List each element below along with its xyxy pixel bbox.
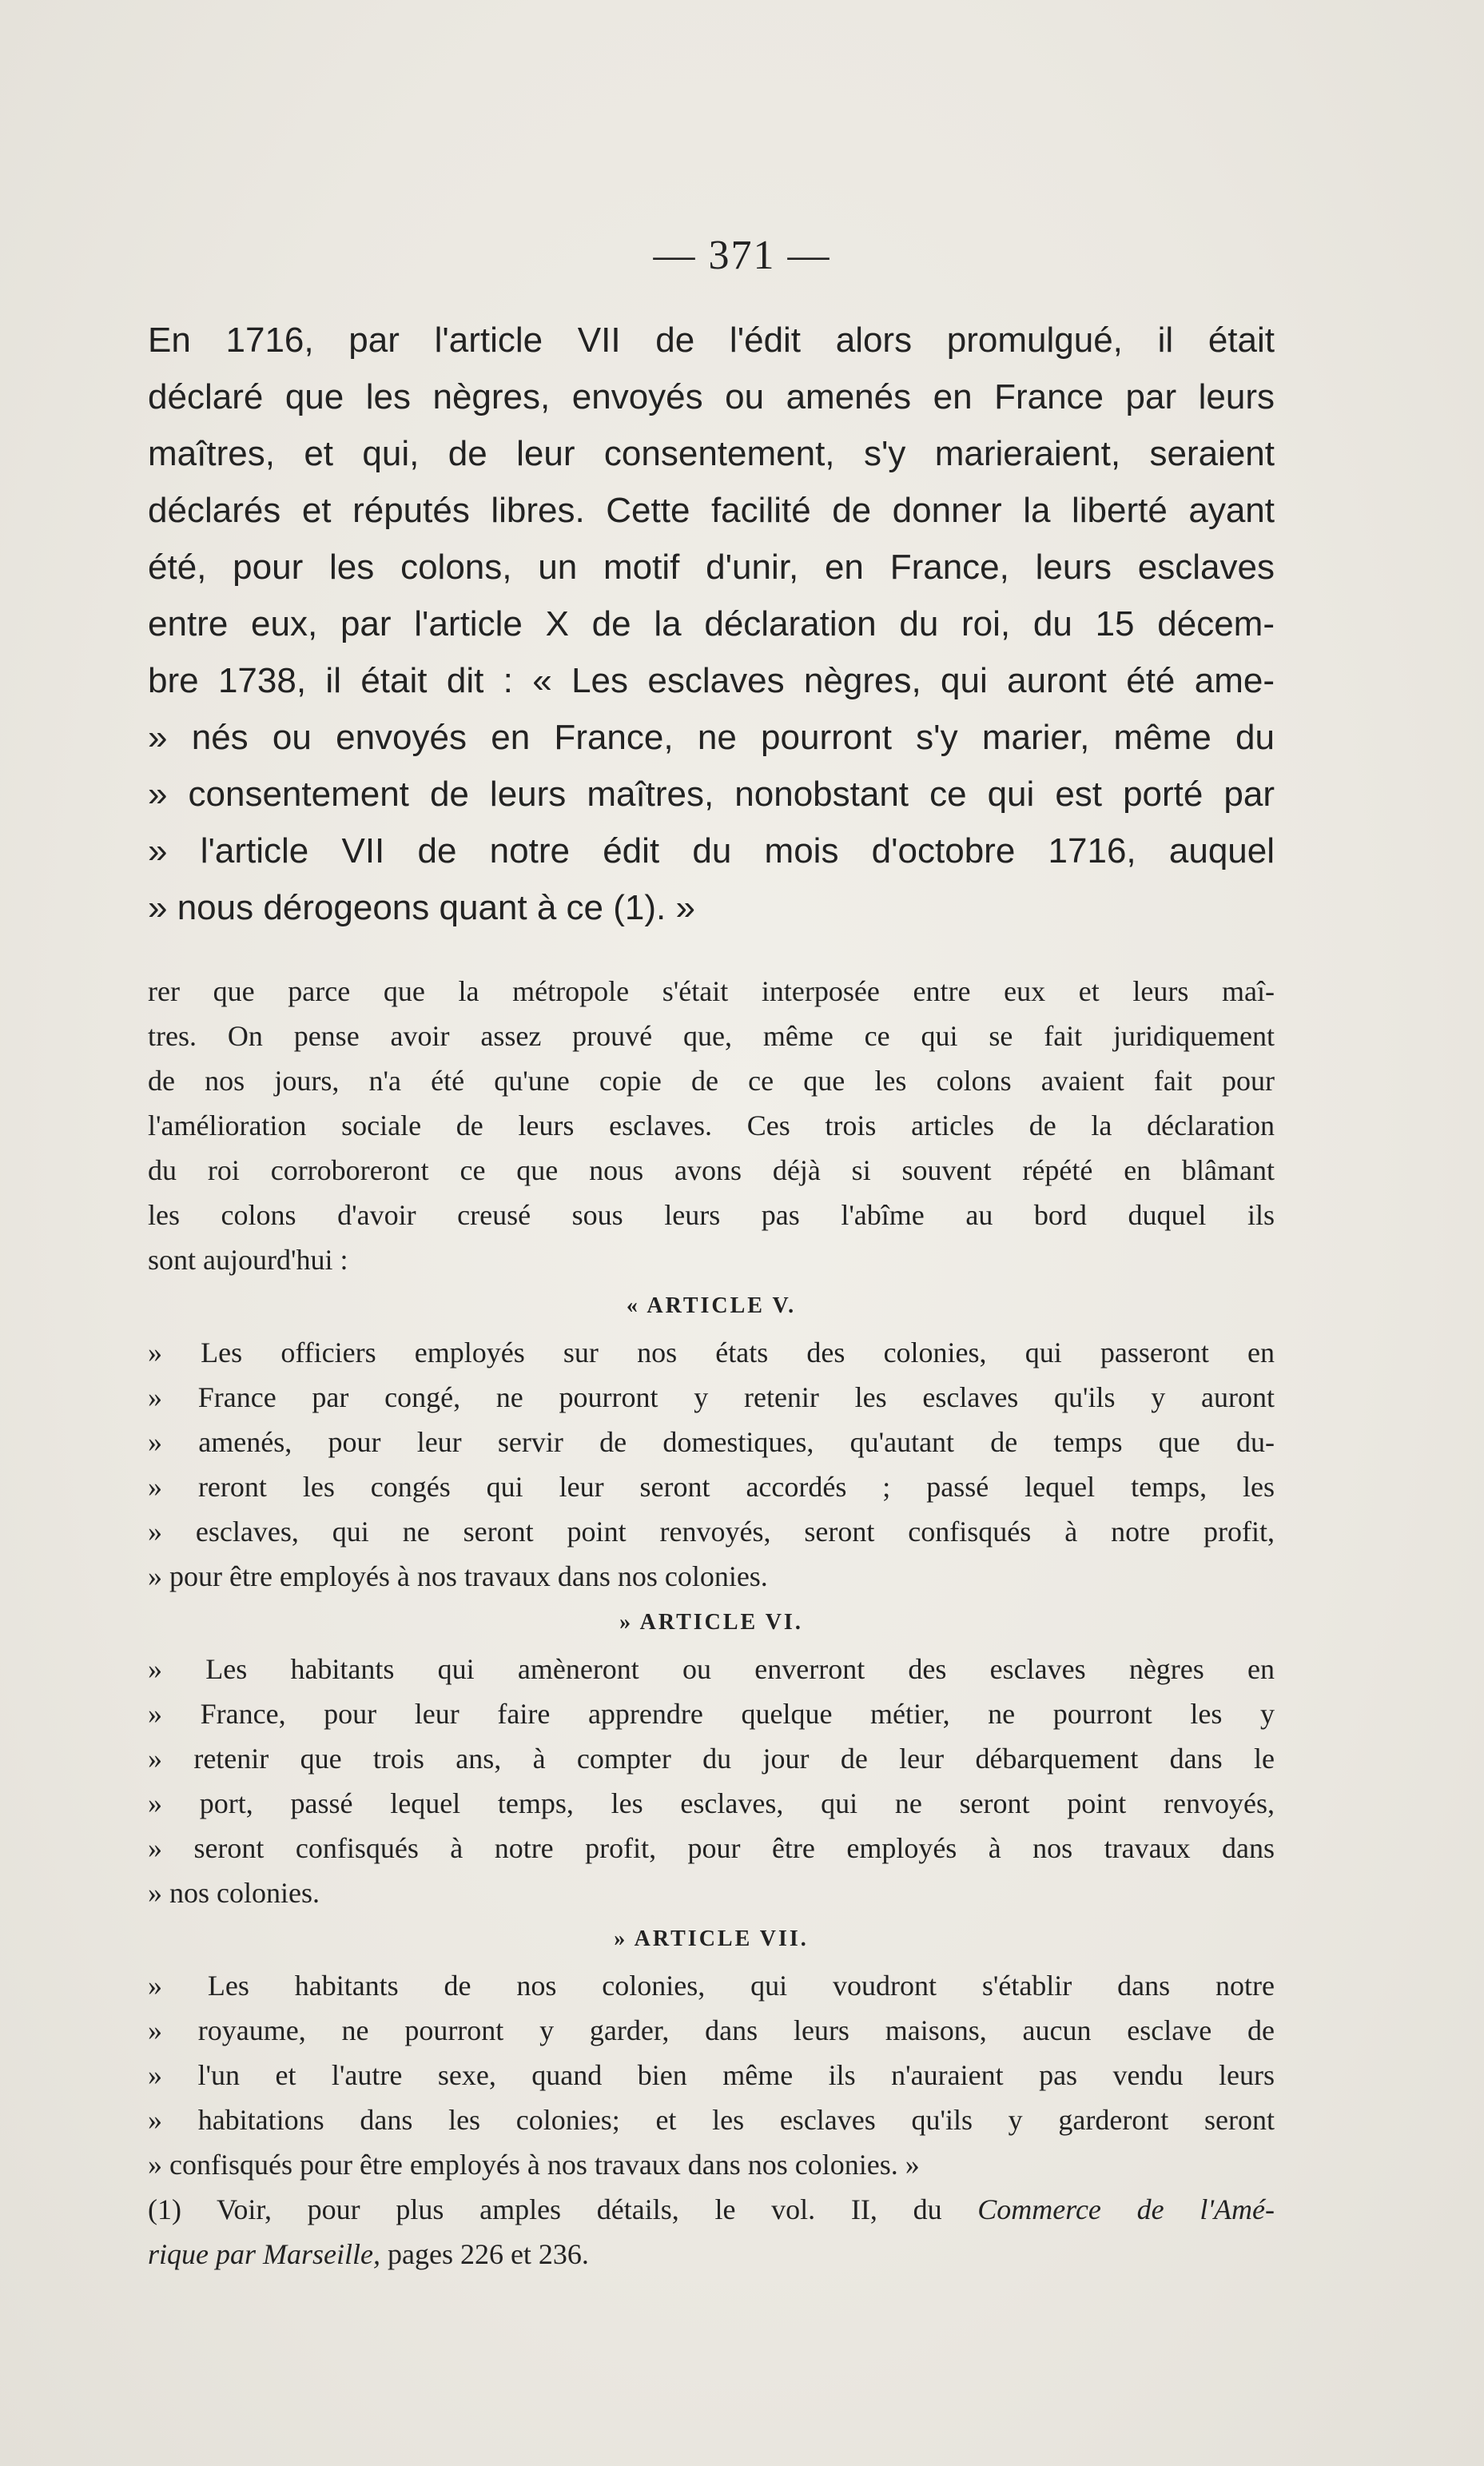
article-vii-line: » l'un et l'autre sexe, quand bien même ils n'auraient pas vendu leurs — [148, 2059, 1275, 2091]
footnote-title: Commerce de l'Amé- — [977, 2193, 1275, 2225]
text-line: déclaré que les nègres, envoyés ou amenés en France par leurs — [148, 377, 1275, 416]
note-line: de nos jours, n'a été qu'une copie de ce que les colons avaient fait pour — [148, 1065, 1275, 1097]
article-vii-line: » royaume, ne pourront y garder, dans leurs maisons, aucun esclave de — [148, 2014, 1275, 2046]
article-v-line: » amenés, pour leur servir de domestiques, qu'autant de temps que du- — [148, 1426, 1275, 1458]
article-vi-line: » nos colonies. — [148, 1877, 320, 1909]
text-line: » consentement de leurs maîtres, nonobstant ce qui est porté par — [148, 775, 1275, 814]
text-line: » l'article VII de notre édit du mois d'octobre 1716, auquel — [148, 831, 1275, 870]
note-line: du roi corroboreront ce que nous avons déjà si souvent répété en blâmant — [148, 1154, 1275, 1186]
article-vi-heading: » ARTICLE VI. — [619, 1610, 803, 1635]
article-v-line: » France par congé, ne pourront y retenir les esclaves qu'ils y auront — [148, 1381, 1275, 1413]
text-line: bre 1738, il était dit : « Les esclaves nègres, qui auront été ame- — [148, 661, 1275, 700]
text-line: maîtres, et qui, de leur consentement, s'y marieraient, seraient — [148, 434, 1275, 473]
note-line: rer que parce que la métropole s'était interposée entre eux et leurs maî- — [148, 975, 1275, 1007]
article-vi-line: » port, passé lequel temps, les esclaves, qui ne seront point renvoyés, — [148, 1787, 1275, 1819]
text-line: » nés ou envoyés en France, ne pourront s'y marier, même du — [148, 718, 1275, 757]
note-line: l'amélioration sociale de leurs esclaves. Ces trois articles de la déclaration — [148, 1110, 1275, 1141]
page-number: — 371 — — [653, 233, 831, 278]
note-line: les colons d'avoir creusé sous leurs pas l'abîme au bord duquel ils — [148, 1199, 1275, 1231]
article-vi-line: » seront confisqués à notre profit, pour être employés à nos travaux dans — [148, 1832, 1275, 1864]
footnote-text: (1) Voir, pour plus amples détails, le vol. II, du — [148, 2193, 978, 2225]
note-continuation — [148, 969, 1275, 2277]
main-paragraph — [148, 312, 1275, 936]
footnote-line — [148, 2187, 1275, 2232]
article-vii-line: » confisqués pour être employés à nos travaux dans nos colonies. » — [148, 2149, 920, 2181]
article-v-line: » reront les congés qui leur seront accordés ; passé lequel temps, les — [148, 1471, 1275, 1503]
text-line: déclarés et réputés libres. Cette facilité de donner la liberté ayant — [148, 491, 1275, 530]
footnote-line — [148, 2232, 1275, 2277]
text-line: été, pour les colons, un motif d'unir, en France, leurs esclaves — [148, 548, 1275, 587]
footnote-title: rique par Marseille, — [148, 2238, 380, 2270]
article-vi-line: » retenir que trois ans, à compter du jour de leur débarquement dans le — [148, 1743, 1275, 1775]
text-line: » nous dérogeons quant à ce (1). » — [148, 888, 695, 927]
text-line: entre eux, par l'article X de la déclaration du roi, du 15 décem- — [148, 604, 1275, 643]
article-vi-line: » Les habitants qui amèneront ou enverront des esclaves nègres en — [148, 1653, 1275, 1685]
article-v-line: » esclaves, qui ne seront point renvoyés, seront confisqués à notre profit, — [148, 1516, 1275, 1548]
note-line: tres. On pense avoir assez prouvé que, même ce qui se fait juridiquement — [148, 1020, 1275, 1052]
footnote-text: pages 226 et 236. — [380, 2238, 589, 2270]
note-line: sont aujourd'hui : — [148, 1244, 348, 1276]
article-v-line: » pour être employés à nos travaux dans nos colonies. — [148, 1560, 768, 1592]
article-vi-line: » France, pour leur faire apprendre quelque métier, ne pourront les y — [148, 1698, 1275, 1730]
text-line: En 1716, par l'article VII de l'édit alors promulgué, il était — [148, 321, 1275, 360]
article-v-line: » Les officiers employés sur nos états des colonies, qui passeront en — [148, 1337, 1275, 1368]
article-v-heading: « ARTICLE V. — [626, 1293, 797, 1318]
article-vii-line: » Les habitants de nos colonies, qui voudront s'établir dans notre — [148, 1970, 1275, 2002]
article-vii-line: » habitations dans les colonies; et les esclaves qu'ils y garderont seront — [148, 2104, 1275, 2136]
article-vii-heading: » ARTICLE VII. — [614, 1926, 809, 1951]
